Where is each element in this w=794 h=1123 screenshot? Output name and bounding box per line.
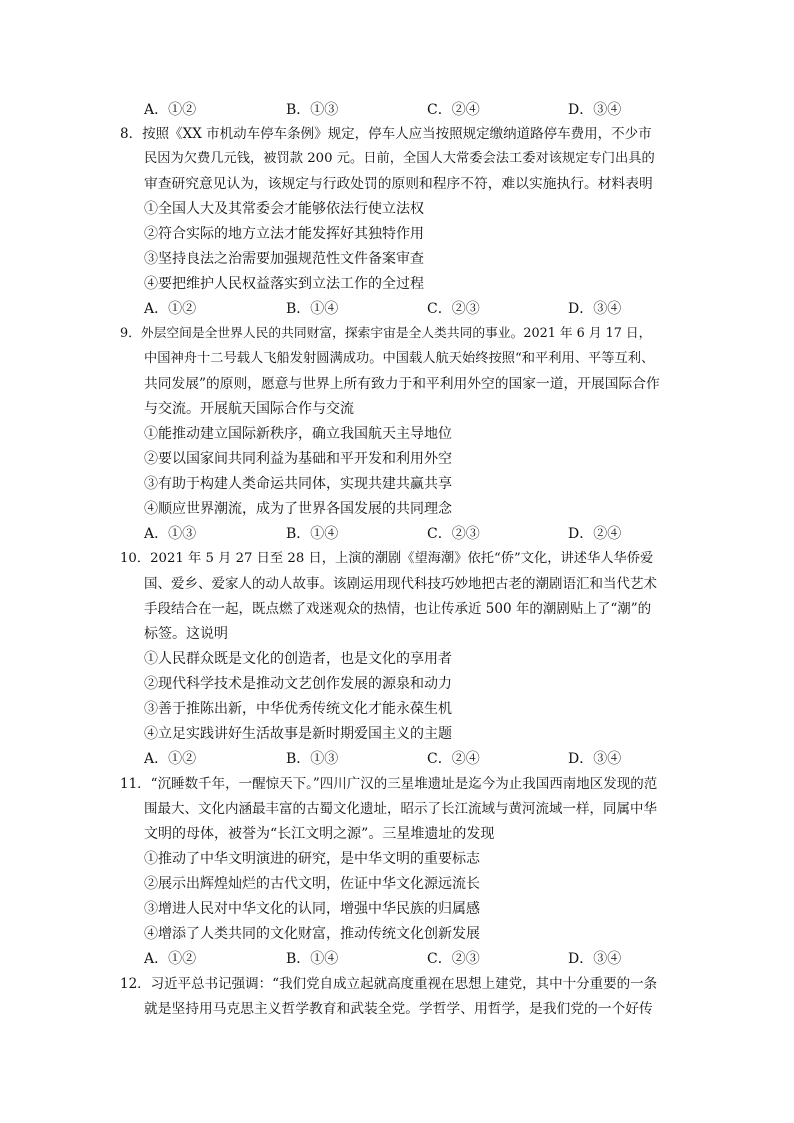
question-9-stem-line-1: 9．外层空间是全世界人民的共同财富，探索宇宙是全人类共同的事业。2021 年 6 月 17 日， bbox=[120, 326, 652, 341]
question-9-item-2: ②要以国家间共同利益为基础和平开发和利用外空 bbox=[144, 451, 452, 467]
question-10-option-d: D．③④ bbox=[568, 751, 622, 767]
question-10-stem-line-3: 手段结合在一起，既点燃了戏迷观众的热情，也让传承近 500 年的潮剧贴上了“潮”的 bbox=[144, 601, 652, 617]
question-9-stem-line-4: 与交流。开展航天国际合作与交流 bbox=[144, 401, 354, 417]
prev-option-b: B．①③ bbox=[286, 102, 339, 118]
question-8-item-3: ③坚持良法之治需要加强规范性文件备案审查 bbox=[144, 251, 424, 267]
question-8-option-d: D．③④ bbox=[568, 301, 622, 317]
question-10-option-c: C．②④ bbox=[427, 751, 480, 767]
question-11-stem-line-1: 11．“沉睡数千年，一醒惊天下。”四川广汉的三星堆遗址是迄今为止我国西南地区发现的范 bbox=[120, 776, 658, 792]
question-9-stem-line-2: 中国神舟十二号载人飞船发射圆满成功。中国载人航天始终按照“和平利用、平等互利、 bbox=[144, 351, 655, 366]
question-10-option-b: B．①③ bbox=[286, 751, 339, 767]
question-10-item-1: ①人民群众既是文化的创造者，也是文化的享用者 bbox=[144, 651, 452, 667]
question-9-option-c: C．②③ bbox=[427, 526, 480, 542]
question-9-option-d: D．②④ bbox=[568, 526, 622, 542]
question-11-option-c: C．②③ bbox=[427, 951, 480, 967]
question-8-stem-line-1: 8．按照《XX 市机动车停车条例》规定，停车人应当按照规定缴纳道路停车费用，不少市 bbox=[120, 126, 652, 142]
question-10-stem-line-2: 国、爱乡、爱家人的动人故事。该剧运用现代科技巧妙地把古老的潮剧语汇和当代艺术 bbox=[144, 576, 657, 592]
question-11-item-2: ②展示出辉煌灿烂的古代文明，佐证中华文化源远流长 bbox=[144, 876, 480, 892]
question-8-item-2: ②符合实际的地方立法才能发挥好其独特作用 bbox=[144, 226, 424, 242]
question-9-option-a: A．①③ bbox=[144, 526, 197, 542]
question-9-item-3: ③有助于构建人类命运共同体，实现共建共赢共享 bbox=[144, 476, 452, 492]
question-12-stem-line-1: 12．习近平总书记强调：“我们党自成立起就高度重视在思想上建党，其中十分重要的一条 bbox=[120, 976, 658, 992]
question-11-option-b: B．①④ bbox=[286, 951, 339, 967]
question-9-item-4: ④顺应世界潮流，成为了世界各国发展的共同理念 bbox=[144, 501, 452, 517]
question-10-stem-line-4: 标签。这说明 bbox=[144, 626, 228, 642]
question-9-stem-line-3: 共同发展”的原则，愿意与世界上所有致力于和平利用外空的国家一道，开展国际合作 bbox=[144, 376, 660, 392]
question-11-stem-line-3: 文明的母体，被誉为“长江文明之源”。三星堆遗址的发现 bbox=[144, 826, 495, 842]
prev-option-a: A．①② bbox=[144, 102, 197, 118]
question-11-item-4: ④增添了人类共同的文化财富，推动传统文化创新发展 bbox=[144, 926, 480, 942]
question-8-stem-line-2: 民因为欠费几元钱，被罚款 200 元。日前，全国人大常委会法工委对该规定专门出具的 bbox=[144, 151, 655, 166]
question-10-item-3: ③善于推陈出新，中华优秀传统文化才能永葆生机 bbox=[144, 701, 452, 717]
question-10-item-4: ④立足实践讲好生活故事是新时期爱国主义的主题 bbox=[144, 726, 452, 742]
question-10-option-a: A．①② bbox=[144, 751, 197, 767]
question-8-option-b: B．①④ bbox=[286, 301, 339, 317]
question-11-stem-line-2: 围最大、文化内涵最丰富的古蜀文化遗址，昭示了长江流域与黄河流域一样，同属中华 bbox=[144, 801, 657, 817]
question-8-option-a: A．①② bbox=[144, 301, 197, 317]
question-11-item-3: ③增进人民对中华文化的认同，增强中华民族的归属感 bbox=[144, 901, 480, 917]
question-12-stem-line-2: 就是坚持用马克思主义哲学教育和武装全党。学哲学、用哲学，是我们党的一个好传 bbox=[144, 1001, 653, 1017]
question-8-option-c: C．②③ bbox=[427, 301, 480, 317]
prev-option-c: C．②④ bbox=[427, 102, 480, 118]
question-9-item-1: ①能推动建立国际新秩序，确立我国航天主导地位 bbox=[144, 426, 452, 442]
question-11-item-1: ①推动了中华文明演进的研究，是中华文明的重要标志 bbox=[144, 851, 480, 867]
question-10-stem-line-1: 10．2021 年 5 月 27 日至 28 日，上演的潮剧《望海潮》依托“侨”文化，讲述华人华侨爱 bbox=[120, 551, 654, 566]
question-8-item-4: ④要把维护人民权益落实到立法工作的全过程 bbox=[144, 276, 424, 292]
question-9-option-b: B．①④ bbox=[286, 526, 339, 542]
question-10-item-2: ②现代科学技术是推动文艺创作发展的源泉和动力 bbox=[144, 676, 452, 692]
question-8-stem-line-3: 审查研究意见认为，该规定与行政处罚的原则和程序不符，难以实施执行。材料表明 bbox=[144, 176, 653, 192]
question-11-option-d: D．③④ bbox=[568, 951, 622, 967]
prev-option-d: D．③④ bbox=[568, 102, 622, 118]
question-8-item-1: ①全国人大及其常委会才能够依法行使立法权 bbox=[144, 201, 424, 217]
question-11-option-a: A．①② bbox=[144, 951, 197, 967]
